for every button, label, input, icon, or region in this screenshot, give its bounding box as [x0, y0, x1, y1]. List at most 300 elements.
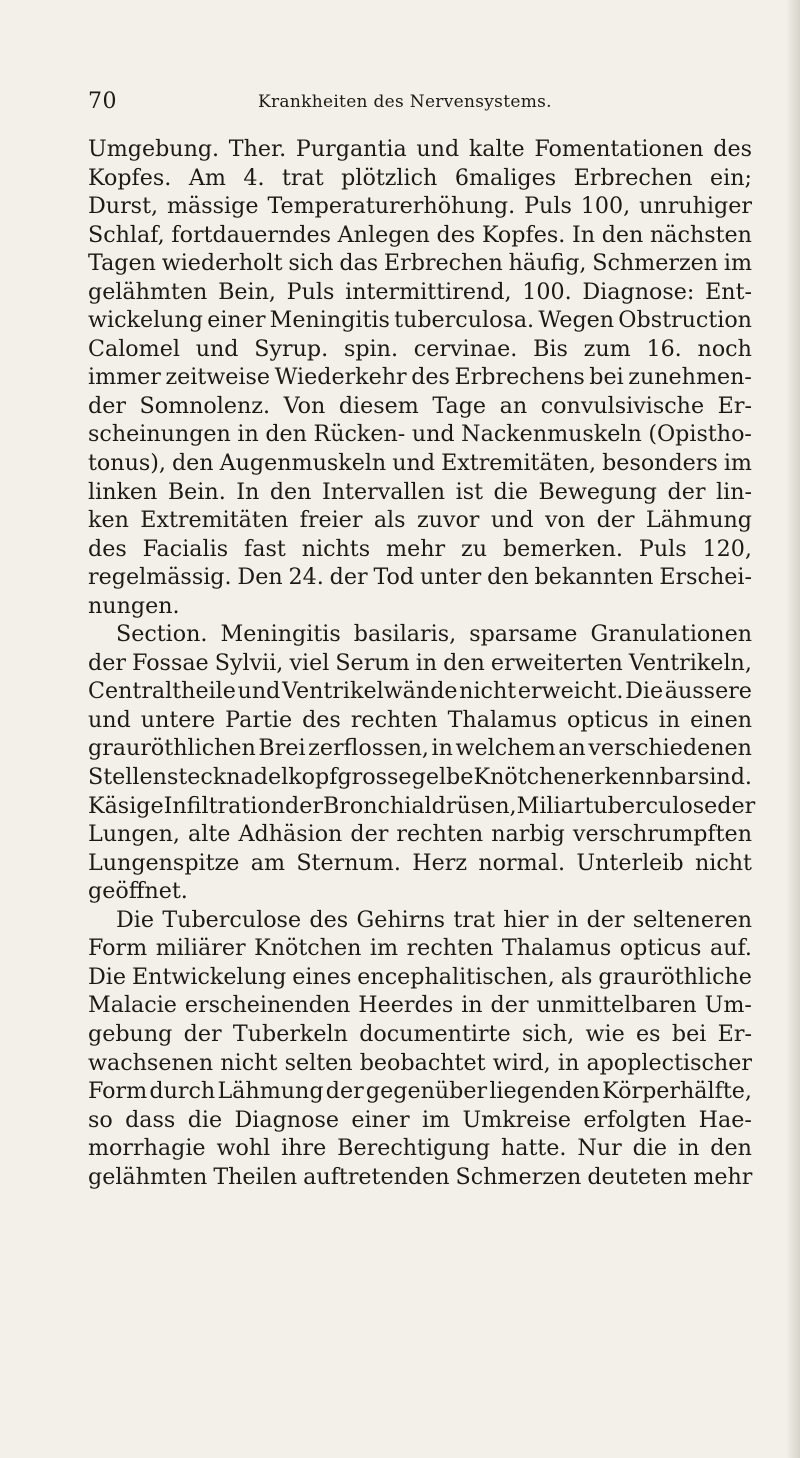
word: 24. [288, 564, 324, 591]
text-line [88, 535, 752, 564]
word: zeitweise [165, 364, 271, 391]
text-line [88, 478, 752, 507]
word: Puls [524, 193, 572, 220]
word: Purgantia [295, 136, 407, 162]
word: fast [244, 535, 286, 562]
word: gegenüber [365, 1078, 488, 1105]
text-line [88, 620, 752, 649]
text-line [88, 734, 752, 763]
word: Schmerzen [455, 1163, 582, 1190]
text-line [88, 1106, 752, 1135]
word: Diagnose: [582, 278, 695, 305]
text-line [88, 306, 752, 335]
word: viel [289, 649, 330, 676]
word: zuvor [416, 507, 480, 534]
text-line [88, 1049, 752, 1078]
word: tuberculosa. [394, 307, 535, 334]
word: Die [116, 906, 155, 933]
word: untere [140, 706, 216, 733]
word: encephalitischen, [357, 963, 555, 990]
word: 4. [243, 164, 265, 191]
word: Hae- [698, 1106, 752, 1133]
word: zunehmen- [628, 364, 752, 391]
word: cervinae. [413, 335, 518, 362]
word: häufig, [508, 250, 587, 277]
word: trat [282, 164, 324, 191]
word: Sternum. [296, 849, 401, 876]
word: bekannten [534, 564, 654, 591]
text-line [88, 1163, 752, 1192]
word: Heerdes [358, 992, 454, 1019]
word: der [183, 1020, 222, 1047]
word: eines [292, 963, 352, 990]
text-line [88, 934, 752, 963]
word: Berechtigung [337, 1135, 491, 1162]
word: beobachtet [359, 1049, 486, 1076]
word: Stellen [88, 764, 167, 791]
word: Puls [286, 278, 335, 305]
word: Lungen, [88, 821, 180, 848]
word: mehr [386, 535, 446, 562]
word: ist [455, 478, 483, 505]
word: Bronchialdrüsen, [322, 792, 517, 819]
word: opticus [619, 935, 702, 962]
word: Erbrechen [573, 164, 693, 191]
text-line [88, 563, 752, 592]
text-line [88, 649, 752, 678]
word: opticus [566, 706, 649, 733]
text-line [88, 192, 752, 221]
word: und [237, 678, 281, 705]
word: In [571, 221, 596, 248]
word: durch [149, 1078, 216, 1105]
word: Thalamus [501, 935, 612, 962]
word: den [601, 221, 644, 248]
word: selten [284, 1049, 353, 1076]
word: am [250, 849, 285, 876]
word: Extremitäten, [441, 450, 597, 477]
word: Tuberkeln [232, 1020, 348, 1047]
word: Granulationen [590, 621, 752, 648]
word: und [88, 706, 131, 733]
word: Puls [638, 535, 687, 562]
word: die [187, 1106, 223, 1133]
word: rechten [396, 821, 484, 848]
word: Knötchen [473, 764, 581, 791]
word: ken [88, 507, 129, 534]
word: Schmerzen [592, 250, 719, 277]
word: auf. [709, 935, 752, 962]
word: geöffnet. [88, 878, 188, 905]
word: einer [207, 307, 266, 334]
text-line [88, 221, 752, 250]
word: der [596, 507, 635, 534]
word: hier [503, 906, 549, 933]
text-line [88, 164, 752, 193]
word: 100. [522, 278, 572, 305]
word: ihre [281, 1135, 327, 1162]
text-line [88, 820, 752, 849]
word: in [237, 421, 259, 448]
word: immer [88, 364, 161, 391]
word: ein; [709, 164, 752, 191]
page-number: 70 [88, 89, 117, 114]
word: alte [188, 821, 231, 848]
word: 120, [702, 535, 752, 562]
word: wohl [216, 1135, 271, 1162]
body-text [88, 135, 756, 1191]
word: auftretenden [303, 1163, 450, 1190]
word: im [723, 250, 752, 277]
word: Sylvii, [214, 649, 284, 676]
text-line [88, 792, 756, 821]
word: Unterleib [576, 849, 684, 876]
text-line [88, 592, 752, 621]
word: nicht [459, 678, 517, 705]
word: Am [188, 164, 226, 191]
text-line [88, 335, 752, 364]
word: Form [88, 1078, 148, 1105]
word: den [269, 478, 312, 505]
word: 100, [580, 193, 631, 220]
word: den [171, 450, 214, 477]
word: Körperhälfte, [602, 1078, 752, 1105]
word: fortdauerndes [171, 221, 331, 248]
word: den [265, 421, 307, 448]
word: Entwickelung [131, 963, 287, 990]
word: Syrup. [254, 335, 329, 362]
word: des [88, 535, 127, 562]
word: in [415, 649, 438, 676]
paragraph [88, 135, 752, 620]
word: unruhiger [639, 193, 752, 220]
word: lin- [716, 478, 752, 505]
text-line [88, 278, 752, 307]
word: nächsten [650, 221, 752, 248]
word: Erbrechen [383, 250, 503, 277]
word: hatte. [500, 1135, 567, 1162]
text-line [88, 849, 752, 878]
word: Bis [533, 335, 568, 362]
word: Tage [432, 392, 487, 419]
word: die [632, 1135, 668, 1162]
text-line [88, 135, 752, 164]
word: wickelung [88, 307, 203, 334]
word: Den [237, 564, 283, 591]
word: als [560, 963, 593, 990]
word: des [302, 706, 341, 733]
word: Partie [225, 706, 293, 733]
word: freier [299, 507, 363, 534]
text-line [88, 449, 752, 478]
word: trat [453, 906, 496, 933]
word: nicht [694, 849, 752, 876]
word: der [325, 1078, 364, 1105]
word: convulsivische [540, 392, 705, 419]
word: Form [88, 935, 148, 962]
word: der [88, 392, 126, 419]
word: als [373, 507, 406, 534]
word: Gehirns [356, 906, 446, 933]
word: wachsenen [88, 1049, 214, 1076]
word: in [431, 735, 453, 762]
word: Ent- [705, 278, 752, 305]
word: deuteten [587, 1163, 688, 1190]
word: narbig [491, 821, 565, 848]
word: Erbrechens [454, 364, 585, 391]
word: Fomentationen [534, 136, 704, 162]
text-line [88, 963, 752, 992]
word: bemerken. [502, 535, 623, 562]
word: Tuberculose [162, 906, 302, 933]
word: des [411, 364, 450, 391]
paragraph [88, 620, 756, 905]
word: noch [697, 335, 752, 362]
word: Bein. [167, 478, 226, 505]
word: wiederholt [161, 250, 283, 277]
word: Bein, [218, 278, 276, 305]
word: basilaris, [353, 621, 457, 648]
word: tonus), [88, 450, 166, 477]
word: Extremitäten [140, 507, 289, 534]
word: den [487, 564, 529, 591]
page-header [88, 88, 750, 116]
word: kalte [468, 136, 525, 162]
word: der [350, 821, 389, 848]
word: einer [351, 1106, 410, 1133]
word: der [490, 992, 529, 1019]
word: Die [88, 963, 127, 990]
word: Serum [335, 649, 410, 676]
word: Anlegen [337, 221, 430, 248]
word: der [329, 564, 368, 591]
text-line [88, 877, 752, 906]
word: zerflossen, [308, 735, 429, 762]
word: der [88, 649, 126, 676]
word: Somnolenz. [139, 392, 271, 419]
word: Von [283, 392, 326, 419]
word: Intervallen [321, 478, 446, 505]
word: Adhäsion [238, 821, 343, 848]
word: erkennbar [580, 764, 698, 791]
word: Wegen [538, 307, 615, 334]
word: Herz [412, 849, 468, 876]
word: 16. [646, 335, 682, 362]
word: Ventrikeln, [628, 649, 752, 676]
word: Durst, [88, 193, 159, 220]
word: rechten [350, 706, 438, 733]
word: Malacie [88, 992, 177, 1019]
word: scheinungen [88, 421, 231, 448]
word: Centraltheile [88, 678, 236, 705]
word: (Opistho- [648, 421, 752, 448]
word: Calomel [88, 335, 180, 362]
word: Meningitis [220, 621, 341, 648]
word: mässige [167, 193, 259, 220]
word: den [710, 1135, 752, 1162]
page-edge-shadow [786, 0, 800, 1458]
word: so [88, 1106, 113, 1133]
word: Section. [116, 621, 208, 648]
word: und [416, 136, 460, 162]
word: Facialis [142, 535, 229, 562]
word: im [723, 450, 752, 477]
word: besonders [602, 450, 718, 477]
word: Lähmung [645, 507, 752, 534]
word: Kopfes. [481, 221, 566, 248]
word: nichts [301, 535, 371, 562]
word: verschiedenen [588, 735, 752, 762]
word: des [436, 221, 476, 248]
word: Lähmung [217, 1078, 324, 1105]
text-line [88, 991, 752, 1020]
text-line [88, 677, 752, 706]
word: stecknadelkopfgrosse [166, 764, 412, 791]
word: Erschei- [659, 564, 752, 591]
word: Ventrikelwände [281, 678, 458, 705]
word: dass [125, 1106, 176, 1133]
word: Kopfes. [88, 164, 172, 191]
word: In [236, 478, 260, 505]
word: erfolgten [583, 1106, 687, 1133]
word: des [309, 906, 349, 933]
word: Bewegung [538, 478, 658, 505]
word: intermittirend, [345, 278, 512, 305]
word: unter [419, 564, 482, 591]
text-line [88, 249, 752, 278]
word: erscheinenden [184, 992, 351, 1019]
paragraph [88, 906, 752, 1191]
text-line [88, 506, 752, 535]
word: plötzlich [341, 164, 438, 191]
word: nungen. [88, 592, 180, 619]
word: Meningitis [269, 307, 390, 334]
word: das [339, 250, 379, 277]
word: es [636, 1020, 661, 1047]
word: des [713, 136, 752, 162]
word: Er- [717, 1020, 752, 1047]
word: und [411, 421, 455, 448]
word: sparsame [469, 621, 578, 648]
word: grauröthliche [598, 963, 752, 990]
word: einen [690, 706, 752, 733]
word: 6maliges [454, 164, 557, 191]
word: an [499, 392, 528, 419]
word: Thalamus [447, 706, 557, 733]
word: apoplectischer [586, 1049, 752, 1076]
word: sich [288, 250, 334, 277]
text-line [88, 1077, 752, 1106]
word: erweicht. [517, 678, 624, 705]
word: zum [583, 335, 631, 362]
text-line [88, 906, 752, 935]
word: bei [589, 364, 624, 391]
word: in [556, 906, 579, 933]
word: verschrumpften [572, 821, 752, 848]
word: linken [88, 478, 158, 505]
word: welchem [455, 735, 556, 762]
word: Temperaturerhöhung. [267, 193, 516, 220]
word: Infiltration [163, 792, 285, 819]
running-head: Krankheiten des Nervensystems. [258, 92, 552, 112]
word: Ther. [228, 136, 287, 162]
text-line [88, 1020, 752, 1049]
word: Käsige [88, 792, 164, 819]
word: Tod [373, 564, 415, 591]
word: und [490, 507, 534, 534]
word: spin. [343, 335, 398, 362]
word: Er- [717, 392, 752, 419]
word: in [461, 992, 483, 1019]
text-line [88, 706, 752, 735]
word: Umgebung. [88, 136, 220, 162]
word: sich, [521, 1020, 575, 1047]
word: gebung [88, 1020, 173, 1047]
text-line [88, 363, 752, 392]
word: Schlaf, [88, 221, 165, 248]
word: Theilen [213, 1163, 298, 1190]
word: Augenmuskeln [219, 450, 387, 477]
word: sind. [697, 764, 752, 791]
word: mehr [693, 1163, 753, 1190]
word: die [493, 478, 528, 505]
word: documentirte [359, 1020, 511, 1047]
word: Um- [704, 992, 752, 1019]
word: an [558, 735, 586, 762]
word: Rücken- [313, 421, 406, 448]
word: wird, [492, 1049, 551, 1076]
word: nicht [220, 1049, 278, 1076]
word: Diagnose [234, 1106, 339, 1133]
word: selteneren [632, 906, 752, 933]
word: diesem [338, 392, 419, 419]
word: der [717, 792, 756, 819]
word: von [545, 507, 586, 534]
word: den [443, 649, 485, 676]
word: Lungenspitze [88, 849, 240, 876]
word: rechten [406, 935, 494, 962]
word: der [667, 478, 706, 505]
word: Wiederkehr [274, 364, 407, 391]
text-line [88, 763, 752, 792]
word: gelähmten [88, 1163, 208, 1190]
word: regelmässig. [88, 564, 232, 591]
word: unmittelbaren [536, 992, 697, 1019]
word: im [421, 1106, 451, 1133]
word: grauröthlichen [88, 735, 256, 762]
text-line [88, 1134, 752, 1163]
word: erweiterten [490, 649, 623, 676]
word: der [285, 792, 323, 819]
word: Miliartuberculose [516, 792, 718, 819]
word: morrhagie [88, 1135, 206, 1162]
word: Die [625, 678, 664, 705]
word: Nackenmuskeln [461, 421, 642, 448]
text-line [88, 392, 752, 421]
word: Knötchen [254, 935, 362, 962]
word: zu [461, 535, 488, 562]
word: in [677, 1135, 700, 1162]
word: in [658, 706, 681, 733]
word: gelbe [411, 764, 474, 791]
word: Obstruction [618, 307, 752, 334]
word: bei [671, 1020, 707, 1047]
word: in [557, 1049, 580, 1076]
word: und [392, 450, 436, 477]
word: Umkreise [462, 1106, 571, 1133]
word: der [586, 906, 625, 933]
word: Brei [258, 735, 306, 762]
